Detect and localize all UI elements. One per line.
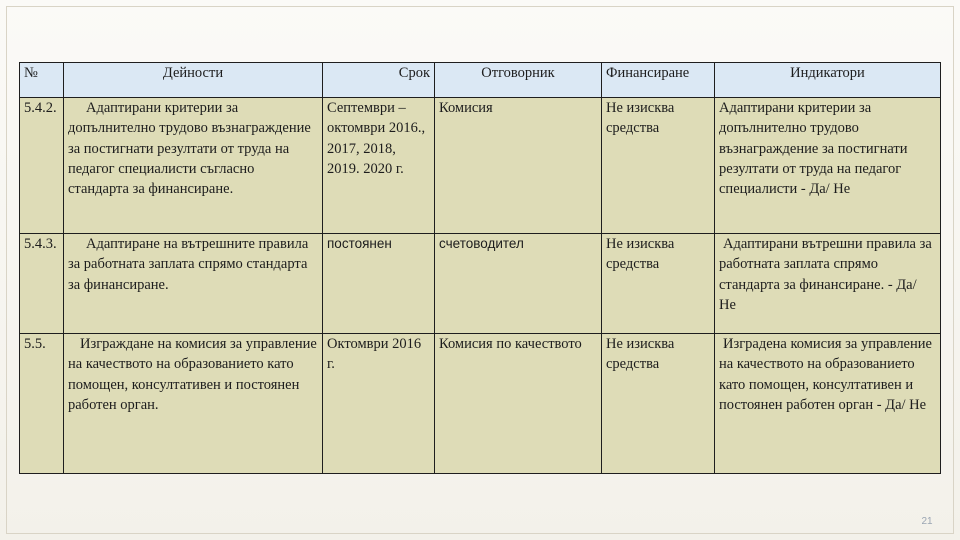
row-indicator: Адаптирани критерии за допълнително трудово възнаграждение за постигнати резултати от труда на педагог специалисти - Да/ Не (715, 98, 941, 234)
page-number: 21 (921, 516, 933, 527)
header-responsible: Отговорник (435, 63, 602, 98)
header-activities: Дейности (64, 63, 323, 98)
row-responsible: Комисия по качеството (435, 334, 602, 474)
row-number: 5.5. (20, 334, 64, 474)
row-activity: Изграждане на комисия за управление на качеството на образованието като помощен, консултативен и постоянен работен орган. (64, 334, 323, 474)
row-number: 5.4.2. (20, 98, 64, 234)
header-number: № (20, 63, 64, 98)
row-financing: Не изисква средства (602, 234, 715, 334)
table-row (20, 334, 941, 474)
row-term: постоянен (323, 234, 435, 334)
header-term: Срок (323, 63, 435, 98)
row-responsible: счетоводител (435, 234, 602, 334)
row-activity: Адаптиране на вътрешните правила за работната заплата спрямо стандарта за финансиране. (64, 234, 323, 334)
row-activity: Адаптирани критерии за допълнително трудово възнаграждение за постигнати резултати от труда на педагог специалисти съгласно стандарта за финансиране. (64, 98, 323, 234)
row-number: 5.4.3. (20, 234, 64, 334)
table-row (20, 234, 941, 334)
row-term: Октомври 2016 г. (323, 334, 435, 474)
row-term: Септември – октомври 2016., 2017, 2018, 2019. 2020 г. (323, 98, 435, 234)
header-indicators: Индикатори (715, 63, 941, 98)
row-financing: Не изисква средства (602, 334, 715, 474)
row-responsible: Комисия (435, 98, 602, 234)
row-financing: Не изисква средства (602, 98, 715, 234)
table-row (20, 98, 941, 234)
header-financing: Финансиране (602, 63, 715, 98)
row-indicator: Адаптирани вътрешни правила за работната заплата спрямо стандарта за финансиране. - Да/ Не (715, 234, 941, 334)
activities-table (19, 62, 941, 474)
row-indicator: Изградена комисия за управление на качеството на образованието като помощен, консултативен и постоянен работен орган - Да/ Не (715, 334, 941, 474)
table-header-row (20, 63, 941, 98)
